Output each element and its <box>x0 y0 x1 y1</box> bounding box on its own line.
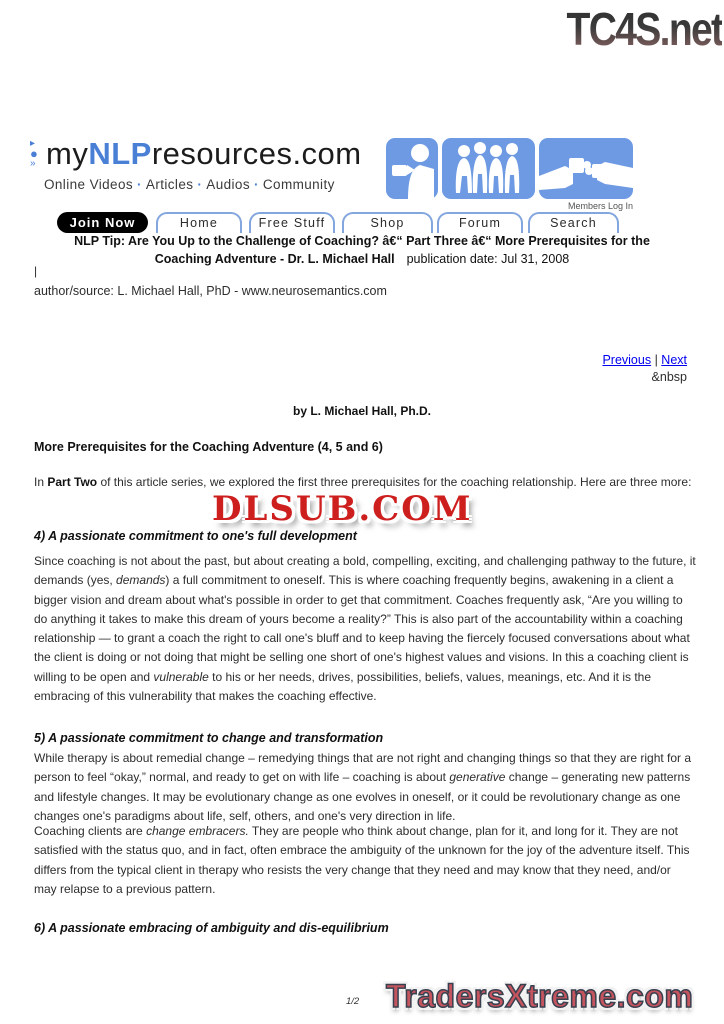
logo-post: resources.com <box>151 136 362 171</box>
double-chevron-icon: » <box>30 158 36 169</box>
tagline-videos: Online Videos <box>44 177 134 192</box>
section-heading-4: 4) A passionate commitment to one's full development <box>34 529 357 543</box>
logo-pre: my <box>46 136 89 171</box>
previous-link[interactable]: Previous <box>602 353 652 367</box>
p5b-text: They are people who think about change, plan for it, and long for it. They are not satisfied with the status quo, and in fact, often embrace the ambiguity of the unknown for the joy of the adventure itself. This differs from the typical client in therapy who resists the very change that they need and may know that they need, and/or may relapse to a previous pattern. <box>34 824 690 896</box>
section-heading-main: More Prerequisites for the Coaching Adventure (4, 5 and 6) <box>34 440 383 454</box>
intro-bold: Part Two <box>47 475 98 489</box>
p5b-italic: change embracers. <box>146 824 249 838</box>
site-logo[interactable] <box>46 136 362 172</box>
partnership-tile <box>539 138 633 199</box>
members-login-link[interactable]: Members Log In <box>567 201 633 211</box>
logo-icon-stack <box>30 139 44 169</box>
article-title <box>16 233 708 268</box>
tab-forum[interactable]: Forum <box>437 212 523 234</box>
logo-nlp: NLP <box>88 136 152 171</box>
p5a-text: change – generating new patterns and lifestyle changes. It may be evolutionary change as one evolves in oneself, or it could be revolutionary change as one changes one's paradigms about life, self, others, and one's very direction in life. <box>34 770 691 823</box>
tagline-separator: · <box>253 177 259 192</box>
p4-text: ) a full commitment to oneself. This is where coaching frequently begins, awakening in a client a bigger vision and dream about what's possible in order to get that commitment. Coaches frequently ask, “Are you willing to do anything it takes to make this dream of yours become a reality?” This is also part of the accountability within a coaching relationship — to grant a coach the right to call one's bluff and to keep having the fiercely focused conversations about what the client is doing or not doing that might be selling one short of one's highest values and visions. In this a coaching client is willing to be open and <box>34 573 690 684</box>
nbsp-text: &nbsp <box>651 370 687 384</box>
p4-text: to his or her needs, drives, possibilities, beliefs, values, meanings, etc. And it is the embracing of this vulnerability that makes the coaching effective. <box>34 669 652 704</box>
tab-shop[interactable]: Shop <box>342 212 433 234</box>
byline: by L. Michael Hall, Ph.D. <box>292 404 432 418</box>
article-title-line2: Coaching Adventure - Dr. L. Michael Hall <box>154 251 395 266</box>
people-group-icon <box>442 138 535 199</box>
p5b-text: Coaching clients are <box>34 824 147 838</box>
section-5-paragraph-1 <box>34 749 696 826</box>
join-now-button[interactable]: Join Now <box>57 212 148 233</box>
page-number: 1/2 <box>346 996 360 1007</box>
tc4s-watermark-logo: TC4S.net <box>566 3 722 55</box>
dlsub-watermark-logo: DLSUB.COM <box>212 489 473 529</box>
tab-home[interactable]: Home <box>156 212 242 234</box>
pager-separator: | <box>651 353 662 367</box>
next-link[interactable]: Next <box>661 353 687 367</box>
play-icon: ▸ <box>30 138 36 149</box>
section-4-paragraph <box>34 552 696 706</box>
videos-tile <box>386 138 438 199</box>
section-5-paragraph-2 <box>34 822 696 899</box>
p4-italic: demands <box>116 573 166 588</box>
tradersxtreme-watermark-logo: TradersXtreme.com <box>386 978 694 1014</box>
intro-text: of this article series, we explored the first three prerequisites for the coaching relationship. Here are three more: <box>97 475 692 489</box>
publication-date: publication date: Jul 31, 2008 <box>406 251 570 266</box>
community-tile <box>442 138 535 199</box>
tab-free-stuff[interactable]: Free Stuff <box>249 212 335 234</box>
section-heading-5: 5) A passionate commitment to change and transformation <box>34 731 384 745</box>
p5a-italic: generative <box>449 770 506 785</box>
tagline-articles: Articles <box>145 177 194 192</box>
article-title-line1: NLP Tip: Are You Up to the Challenge of Coaching? â€“ Part Three â€“ More Prerequisites for the <box>74 234 650 248</box>
tagline-community: Community <box>262 177 335 192</box>
p5a-text: While therapy is about remedial change – remedying things that are not right and changing things so that they are right for a person to feel “okay,” normal, and ready to get on with life – coaching is about <box>34 751 692 785</box>
tagline-separator: · <box>137 177 142 192</box>
pipe-separator: | <box>34 264 38 278</box>
intro-text: In <box>34 475 48 489</box>
author-source: author/source: L. Michael Hall, PhD - www.neurosemantics.com <box>34 284 387 298</box>
site-tagline <box>44 177 335 192</box>
tab-search[interactable]: Search <box>528 212 619 234</box>
p4-italic: vulnerable <box>153 669 209 684</box>
pager <box>602 353 687 367</box>
puzzle-hands-icon <box>539 138 633 199</box>
dot-icon: ● <box>30 146 38 161</box>
section-heading-6: 6) A passionate embracing of ambiguity and dis-equilibrium <box>34 921 389 935</box>
tagline-audios: Audios <box>206 177 250 192</box>
person-camera-icon <box>386 138 438 199</box>
tagline-separator: · <box>197 177 203 192</box>
p4-text: Since coaching is not about the past, but about creating a bold, compelling, exciting, and challenging pathway to the future, it demands (yes, <box>34 554 696 588</box>
